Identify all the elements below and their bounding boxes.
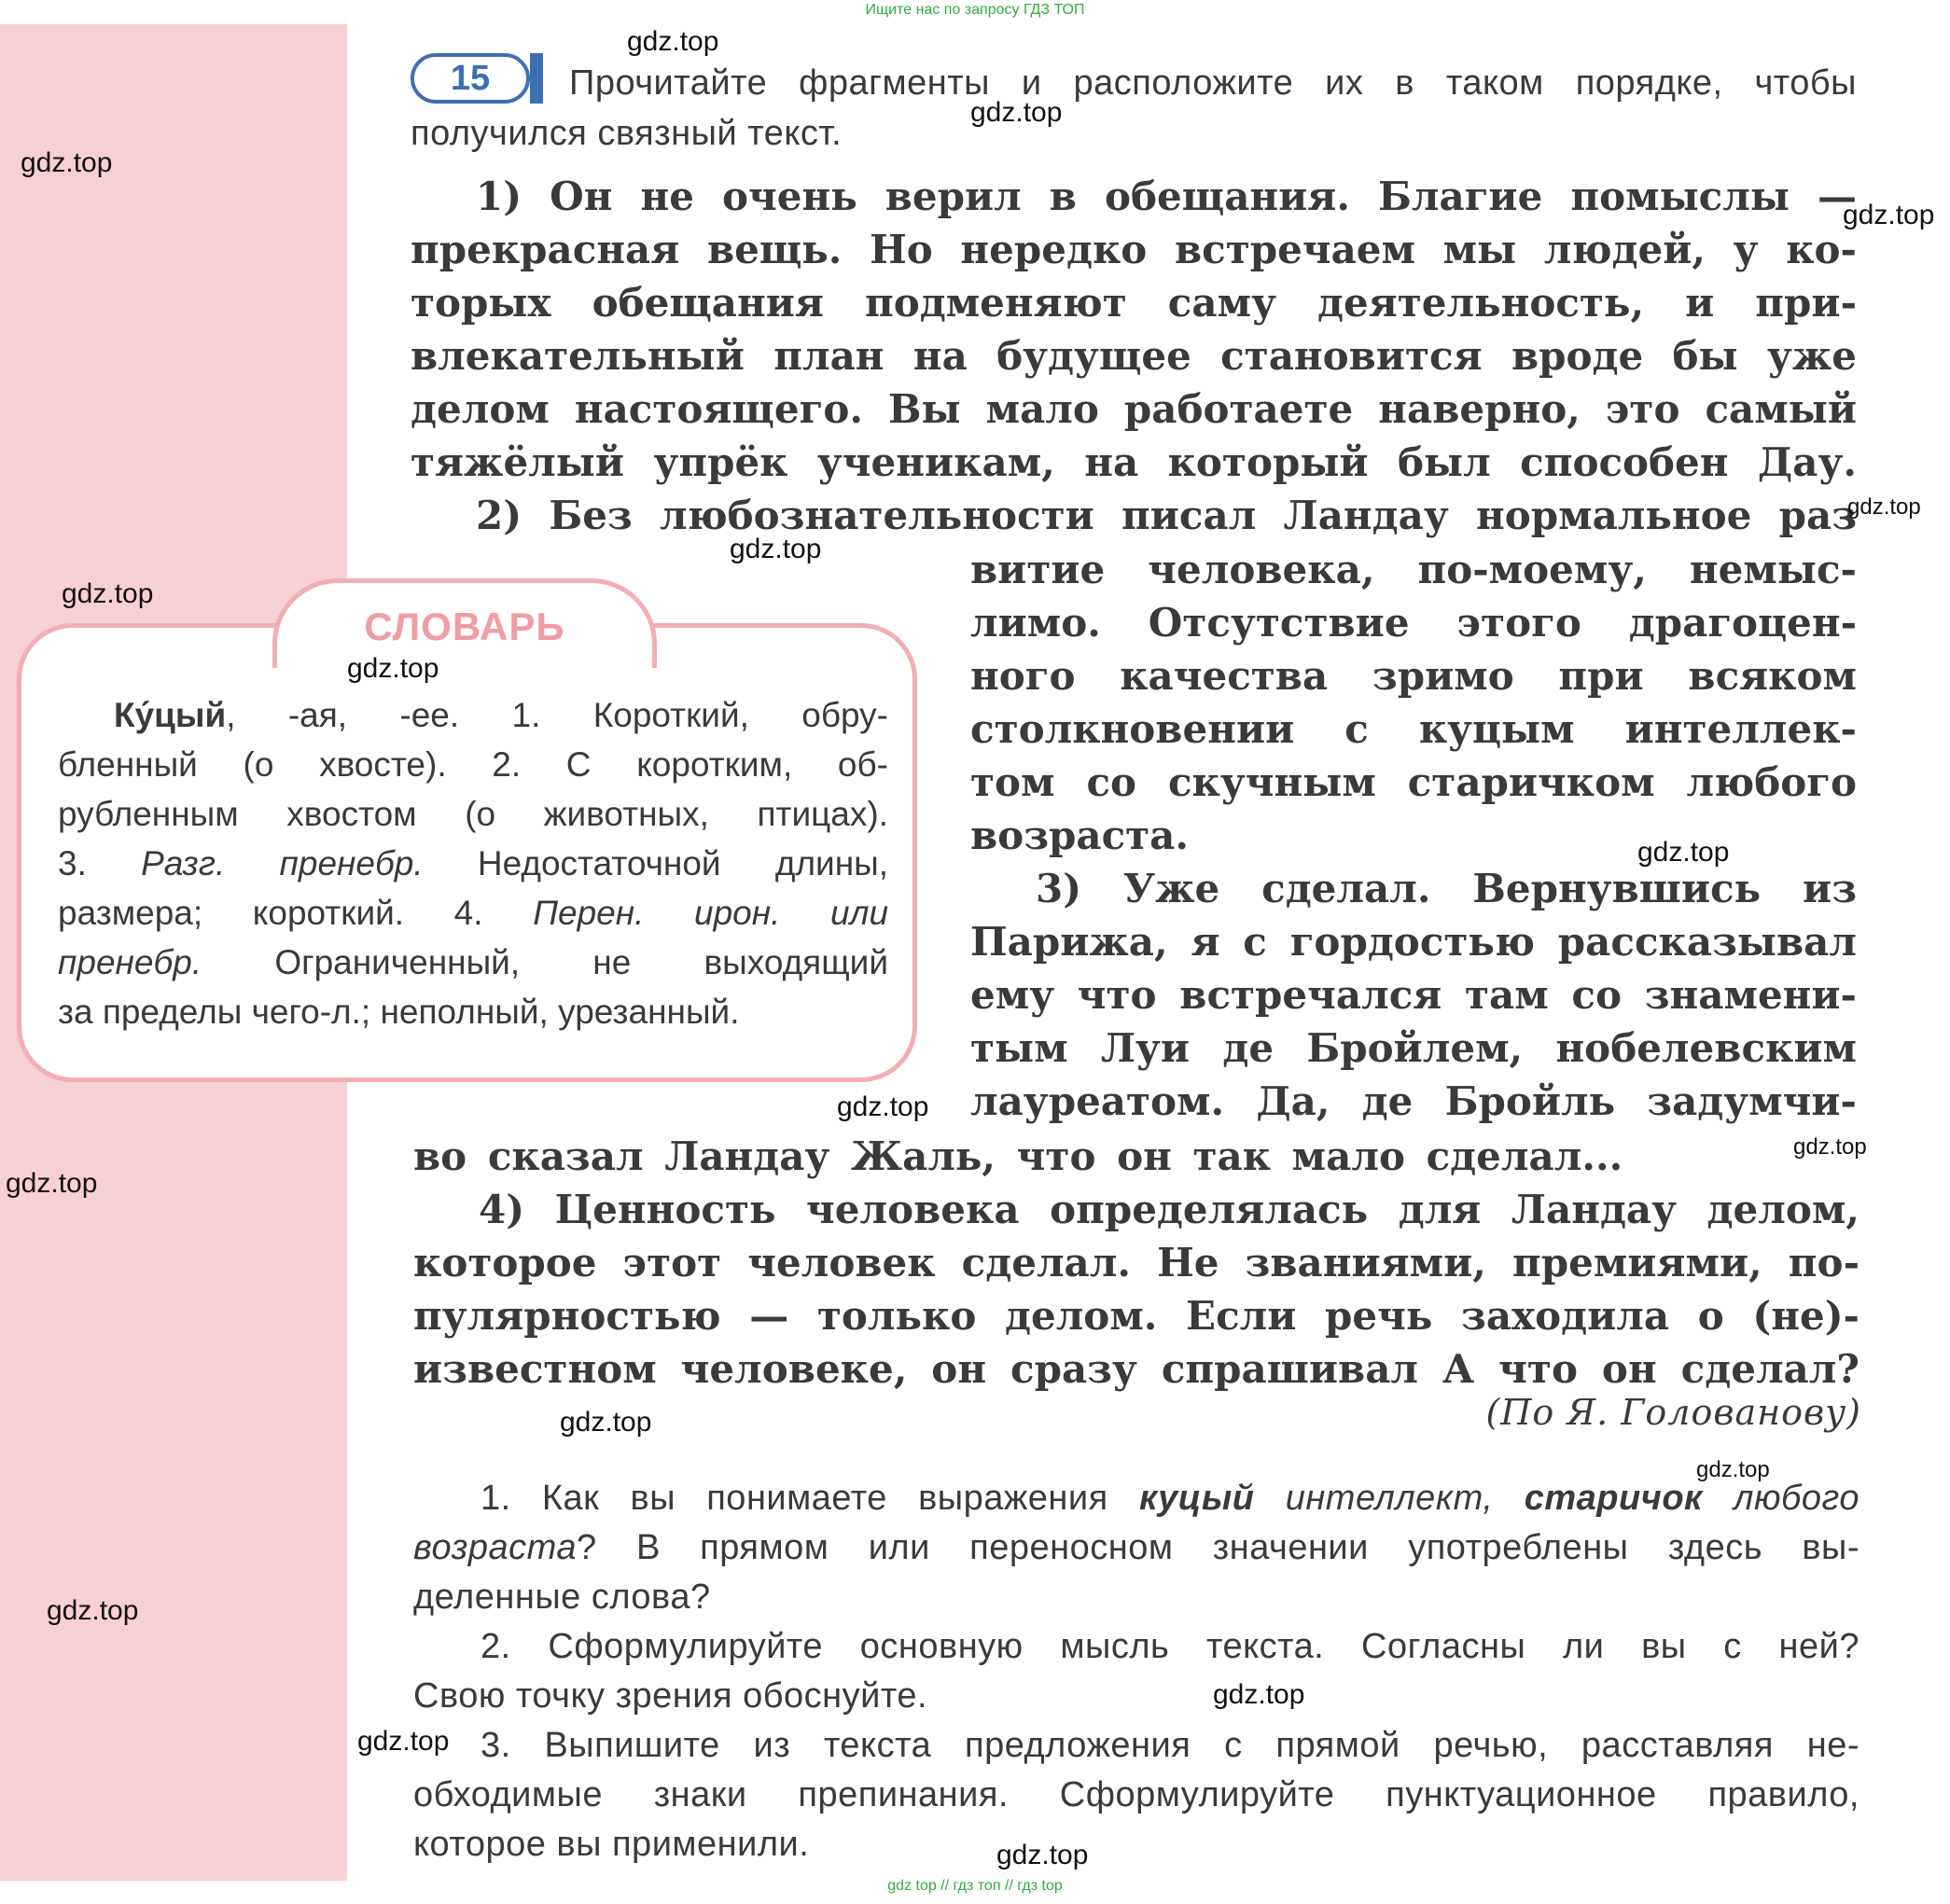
watermark: gdz.top (1793, 1134, 1867, 1160)
watermark: gdz.top (996, 1840, 1089, 1870)
paragraph-1: 1) Он не очень верил в обещания. Благие помыслы — прекрасная вещь. Но нередко встречаем мы людей, у ко- торых обещания подменяют саму деятельность, и при- влекательный план на будущее становится вроде бы уже делом настоящего. Вы мало работаете наверно, это самый тяжёлый упрёк ученикам, на который был способен Дау. 2) Без любознательности писал Ландау нормальное раз (411, 170, 1857, 542)
watermark: gdz.top (970, 97, 1063, 128)
watermark: gdz.top (347, 653, 439, 684)
watermark: gdz.top (21, 147, 113, 178)
watermark: gdz.top (1847, 494, 1921, 520)
watermark: gdz.top (1843, 200, 1935, 230)
watermark: gdz.top (6, 1168, 98, 1199)
watermark: gdz.top (1213, 1679, 1305, 1710)
paragraph-2-3: витие человека, по-моему, немыс- лимо. Отсутствие этого драгоцен- ного качества зримо при всяком столкновении с куцым интеллек- том со скучным старичком любого возраста. 3) Уже сделал. Вернувшись из Парижа, я с гордостью рассказывал ему что встречался там со знамени- тым Луи де Бройлем, нобелевским лауреатом. Да, де Бройль задумчи- (970, 547, 1857, 1124)
watermark: gdz.top (357, 1726, 450, 1757)
source-citation: (По Я. Голованову) (1485, 1392, 1861, 1433)
watermark: gdz.top (627, 26, 719, 57)
dictionary-headword: Ку́цый (114, 696, 227, 734)
watermark: gdz.top (47, 1595, 139, 1626)
dictionary-title: СЛОВАРЬ (364, 605, 565, 648)
watermark: gdz.top (62, 578, 154, 609)
bottom-banner: gdz top // гдз топ // гдз top (887, 1878, 1063, 1894)
question-2: 2. Сформулируйте основную мысль текста. Согласны ли вы с ней? (481, 1627, 1859, 1666)
dictionary-entry: Ку́цый, -ая, -ее. 1. Короткий, обру- бленный (о хвосте). 2. С коротким, об- рубленным хвостом (о животных, птицах). 3. Разг. пренебр. Недостаточной длины, размера; короткий. 4. Перен. ирон. или пренебр. Ограниченный, не выходящий за пределы чего-л.; неполный, урезанный. (58, 696, 889, 1031)
watermark: gdz.top (1696, 1457, 1770, 1482)
watermark: gdz.top (560, 1407, 652, 1438)
watermark: gdz.top (730, 534, 822, 564)
question-3: 3. Выпишите из текста предложения с прямой речью, расставляя не- (481, 1726, 1859, 1765)
questions: 1. Как вы понимаете выражения куцый интеллект, старичок любого возраста? В прямом или переносном значении употреблены здесь вы- деленные слова? 2. Сформулируйте основную мысль текста. Согласны ли вы с ней? Свою точку зрения обоснуйте. 3. Выпишите из текста предложения с прямой речью, расставляя не- обходимые знаки препинания. Сформулируйте пунктуационное правило, которое вы применили. (413, 1474, 1859, 1869)
paragraph-4: во сказал Ландау Жаль, что он так мало сделал... 4) Ценность человека определялась для Ландау делом, которое этот человек сделал. Не званиями, премиями, по- пулярностью — только делом. Если речь заходила о (не)- известном человеке, он сразу спрашивал А что он сделал? (413, 1133, 1859, 1392)
question-1: 1. Как вы понимаете выражения куцый интеллект, старичок любого (481, 1479, 1859, 1518)
exercise-number: 15 (450, 59, 491, 98)
watermark: gdz.top (1637, 837, 1730, 868)
paragraph-3: 3) Уже сделал. Вернувшись из (1036, 866, 1857, 911)
watermark: gdz.top (837, 1091, 929, 1122)
paragraph-2-first-line: 2) Без любознательности писал Ландау нормальное раз (476, 493, 1857, 538)
top-banner: Ищите нас по запросу ГДЗ ТОП (865, 2, 1085, 18)
task-text: Прочитайте фрагменты и расположите их в таком порядке, чтобы получился связный текст. (411, 63, 1857, 153)
